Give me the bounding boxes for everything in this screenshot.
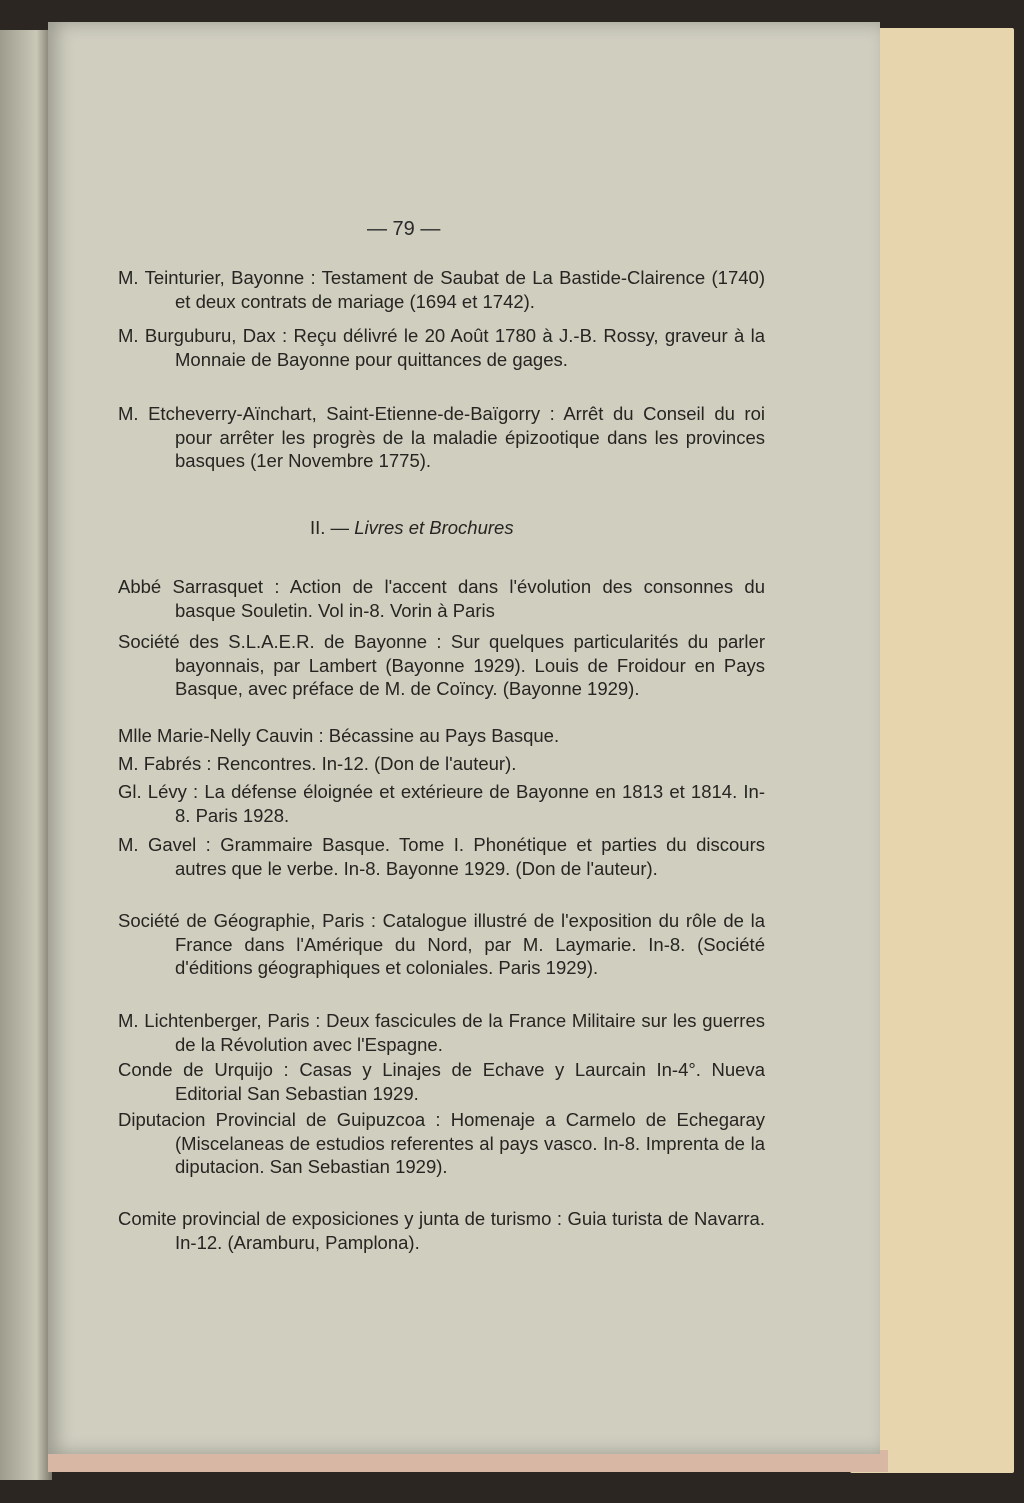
section-heading: II. — Livres et Brochures <box>310 517 514 538</box>
book-entry: Gl. Lévy : La défense éloignée et extérieure de Bayonne en 1813 et 1814. In-8. Paris 1928. <box>118 781 765 826</box>
left-page-edge <box>0 30 52 1480</box>
page-number: — 79 — <box>367 218 441 240</box>
book-entry: Mlle Marie-Nelly Cauvin : Bécassine au Pays Basque. <box>118 725 560 746</box>
book-entry: Conde de Urquijo : Casas y Linajes de Echave y Laurcain In-4°. Nueva Editorial San Sebastian 1929. <box>118 1059 765 1104</box>
archive-entry: M. Teinturier, Bayonne : Testament de Saubat de La Bastide-Clairence (1740) et deux contrats de mariage (1694 et 1742). <box>118 267 765 312</box>
book-entry: M. Lichtenberger, Paris : Deux fascicules de la France Militaire sur les guerres de la Révolution avec l'Espagne. <box>118 1010 765 1055</box>
book-entry: Comite provincial de exposiciones y junta de turismo : Guia turista de Navarra. In-12. (Aramburu, Pamplona). <box>118 1208 765 1253</box>
book-entry: Diputacion Provincial de Guipuzcoa : Homenaje a Carmelo de Echegaray (Miscelaneas de estudios referentes al pays vasco. In-8. Imprenta de la diputacion. San Sebastian 1929). <box>118 1109 765 1177</box>
archive-entry: M. Etcheverry-Aïnchart, Saint-Etienne-de-Baïgorry : Arrêt du Conseil du roi pour arrêter les progrès de la maladie épizootique dans les provinces basques (1er Novembre 1775). <box>118 403 765 471</box>
archive-entry: M. Burguburu, Dax : Reçu délivré le 20 Août 1780 à J.-B. Rossy, graveur à la Monnaie de Bayonne pour quittances de gages. <box>118 325 765 370</box>
book-entry: M. Gavel : Grammaire Basque. Tome I. Phonétique et parties du discours autres que le verbe. In-8. Bayonne 1929. (Don de l'auteur). <box>118 834 765 879</box>
book-entry: Société des S.L.A.E.R. de Bayonne : Sur quelques particularités du parler bayonnais, par Lambert (Bayonne 1929). Louis de Froidour en Pays Basque, avec préface de M. de Coïncy. (Bayonne 1929). <box>118 631 765 699</box>
book-entry: M. Fabrés : Rencontres. In-12. (Don de l'auteur). <box>118 753 517 774</box>
book-entry: Abbé Sarrasquet : Action de l'accent dans l'évolution des consonnes du basque Souletin. Vol in-8. Vorin à Paris <box>118 576 765 621</box>
book-entry: Société de Géographie, Paris : Catalogue illustré de l'exposition du rôle de la France dans l'Amérique du Nord, par M. Laymarie. In-8. (Société d'éditions géographiques et coloniales. Paris 1929). <box>118 910 765 978</box>
